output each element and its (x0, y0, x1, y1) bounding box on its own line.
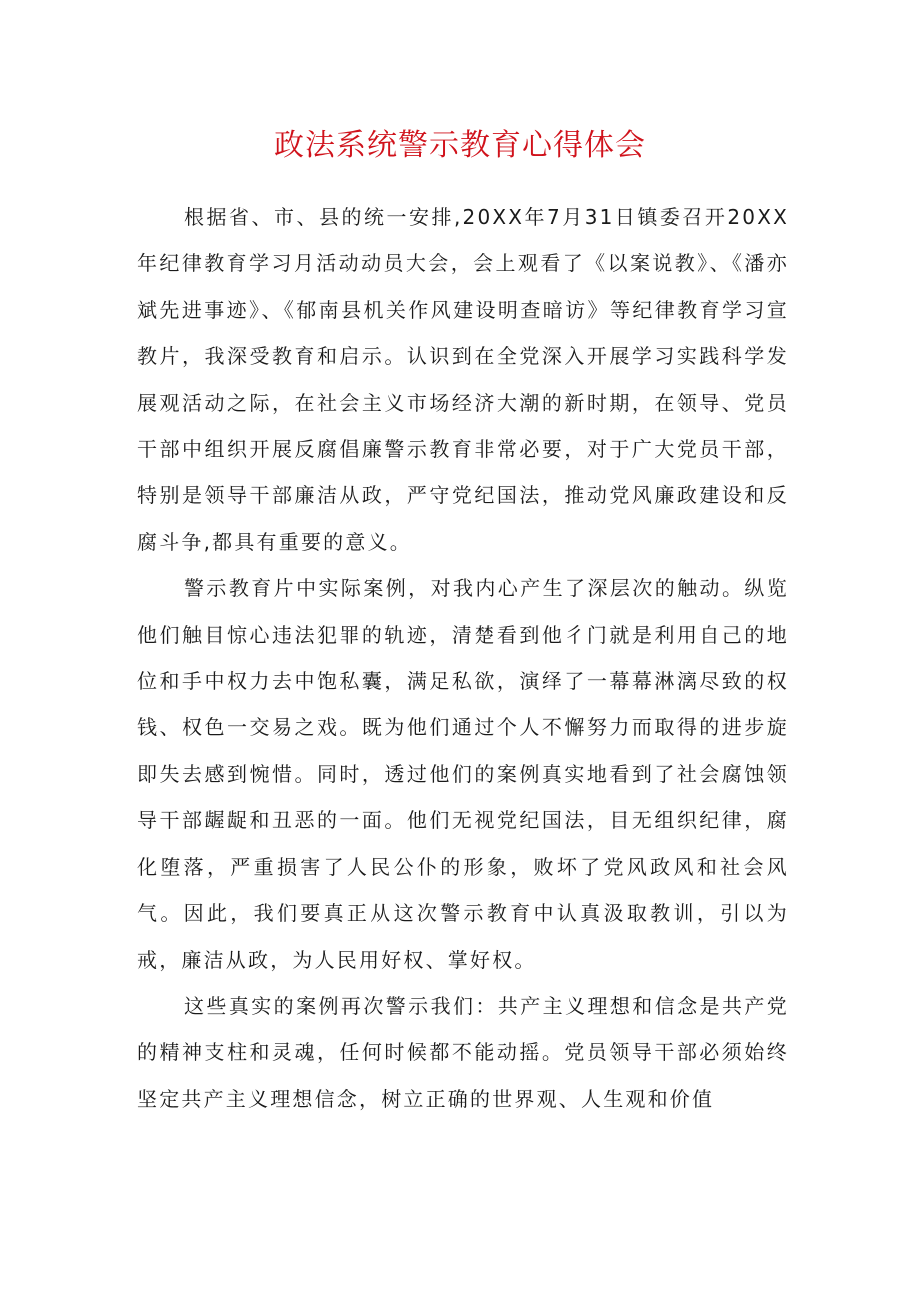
document-body (137, 194, 789, 1122)
paragraph-3: 这些真实的案例再次警示我们：共产主义理想和信念是共产党的精神支柱和灵魂，任何时候都不能动摇。党员领导干部必须始终坚定共产主义理想信念，树立正确的世界观、人生观和价值 (137, 993, 789, 1111)
document-title: 政法系统警示教育心得体会 (274, 128, 646, 163)
paragraph-1: 根据省、市、县的统一安排,20XX年7月31日镇委召开20XX年纪律教育学习月活动动员大会，会上观看了《以案说教》、《潘亦斌先进事迹》、《郁南县机关作风建设明查暗访》等纪律教育学习宣教片，我深受教育和启示。认识到在全党深入开展学习实践科学发展观活动之际，在社会主义市场经济大潮的新时期，在领导、党员干部中组织开展反腐倡廉警示教育非常必要，对于广大党员干部，特别是领导干部廉洁从政，严守党纪国法，推动党风廉政建设和反腐斗争,都具有重要的意义。 (137, 205, 789, 554)
paragraph-2: 警示教育片中实际案例，对我内心产生了深层次的触动。纵览他们触目惊心违法犯罪的轨迹，清楚看到他彳门就是利用自己的地位和手中权力去中饱私囊，满足私欲，演绎了一幕幕淋漓尽致的权钱、权色一交易之戏。既为他们通过个人不懈努力而取得的进步旋即失去感到惋惜。同时，透过他们的案例真实地看到了社会腐蚀领导干部龌龊和丑恶的一面。他们无视党纪国法，目无组织纪律，腐化堕落，严重损害了人民公仆的形象，败坏了党风政风和社会风气。因此，我们要真正从这次警示教育中认真汲取教训，引以为戒，廉洁从政，为人民用好权、掌好权。 (137, 576, 789, 972)
